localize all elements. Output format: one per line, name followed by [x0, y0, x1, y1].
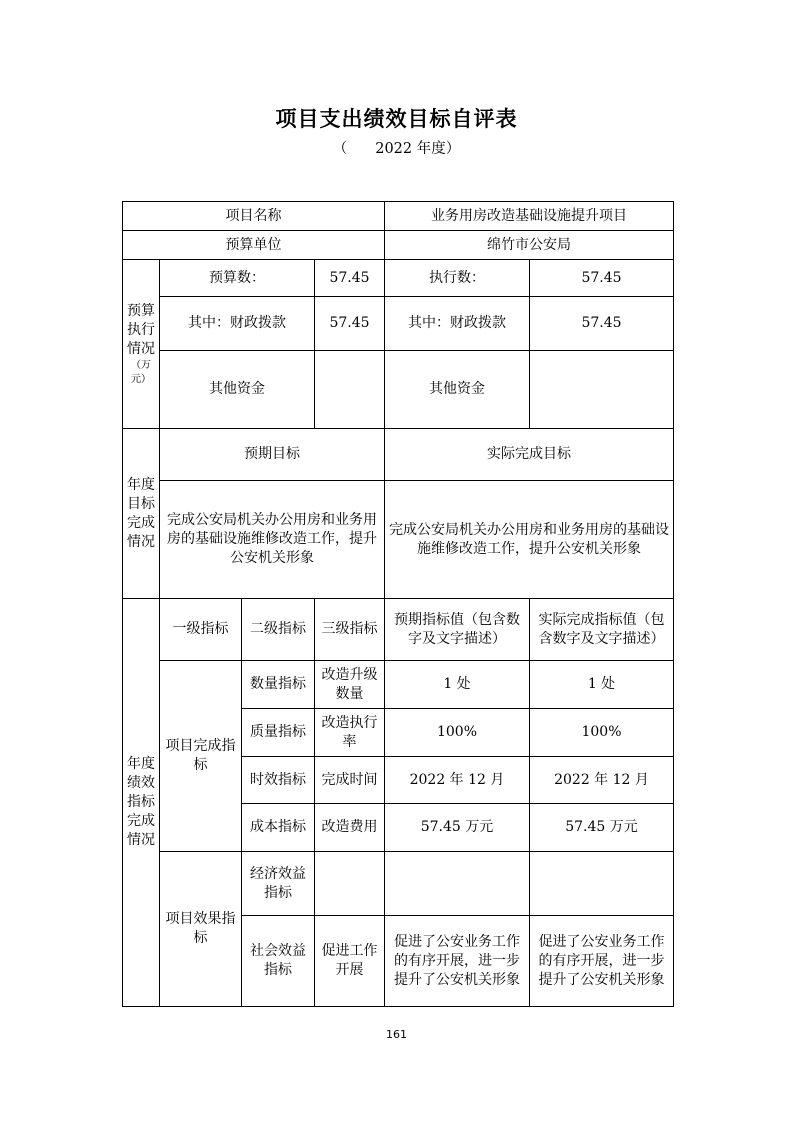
fiscal-allocation-label: 其中：财政拨款	[160, 297, 315, 351]
table-row	[123, 852, 674, 916]
expected-cell: 促进了公安业务工作的有序开展，进一步提升了公安机关形象	[385, 916, 530, 1007]
project-name-value: 业务用房改造基础设施提升项目	[385, 202, 674, 231]
header-expected: 预期指标值（包含数字及文字描述）	[385, 599, 530, 661]
actual-cell	[530, 852, 674, 916]
self-evaluation-table	[122, 201, 674, 1007]
level2-cell: 时效指标	[242, 757, 315, 804]
level2-cell: 经济效益指标	[242, 852, 315, 916]
level2-cell: 数量指标	[242, 661, 315, 709]
budget-section-label	[123, 260, 160, 429]
budget-unit-label: 预算单位	[123, 231, 385, 260]
page-number: 161	[386, 1028, 407, 1041]
level3-cell: 改造费用	[315, 804, 385, 852]
budget-section-text: 预算执行情况	[127, 302, 155, 357]
actual-cell: 57.45 万元	[530, 804, 674, 852]
document-subtitle	[0, 137, 793, 158]
level2-cell: 质量指标	[242, 709, 315, 757]
expected-cell	[385, 852, 530, 916]
row-other-funds	[123, 351, 674, 429]
group-completion-label: 项目完成指标	[160, 661, 242, 852]
actual-goal-label: 实际完成目标	[385, 429, 674, 481]
budget-unit-value: 绵竹市公安局	[385, 231, 674, 260]
exec-amount-label: 执行数：	[385, 260, 530, 297]
expected-cell: 1 处	[385, 661, 530, 709]
row-indicator-headers	[123, 599, 674, 661]
expected-cell: 100%	[385, 709, 530, 757]
header-level3: 三级指标	[315, 599, 385, 661]
header-level1: 一级指标	[160, 599, 242, 661]
actual-cell: 100%	[530, 709, 674, 757]
level2-cell: 社会效益指标	[242, 916, 315, 1007]
group-effect-label: 项目效果指标	[160, 852, 242, 1007]
expected-cell: 2022 年 12 月	[385, 757, 530, 804]
row-goal-texts	[123, 481, 674, 599]
budget-section-unit: （万元）	[131, 359, 151, 385]
other-funds-exec-label: 其他资金	[385, 351, 530, 429]
expected-goal-text: 完成公安局机关办公用房和业务用房的基础设施维修改造工作，提升公安机关形象	[160, 481, 385, 599]
row-project-name	[123, 202, 674, 231]
other-funds-label: 其他资金	[160, 351, 315, 429]
expected-goal-label: 预期目标	[160, 429, 385, 481]
subtitle-year: 2022 年度）	[375, 141, 461, 157]
row-goal-headers	[123, 429, 674, 481]
fiscal-allocation-exec-value: 57.45	[530, 297, 674, 351]
level3-cell: 改造执行率	[315, 709, 385, 757]
other-funds-exec-value	[530, 351, 674, 429]
header-actual: 实际完成指标值（包含数字及文字描述）	[530, 599, 674, 661]
table-row	[123, 661, 674, 709]
exec-amount-value: 57.45	[530, 260, 674, 297]
actual-goal-text: 完成公安局机关办公用房和业务用房的基础设施维修改造工作，提升公安机关形象	[385, 481, 674, 599]
project-name-label: 项目名称	[123, 202, 385, 231]
subtitle-open-paren: （	[332, 141, 348, 157]
level3-cell	[315, 852, 385, 916]
fiscal-allocation-value: 57.45	[315, 297, 385, 351]
actual-cell: 2022 年 12 月	[530, 757, 674, 804]
row-budget-unit	[123, 231, 674, 260]
expected-cell: 57.45 万元	[385, 804, 530, 852]
row-fiscal-allocation	[123, 297, 674, 351]
header-level2: 二级指标	[242, 599, 315, 661]
document-title: 项目支出绩效目标自评表	[275, 107, 518, 131]
budget-amount-label: 预算数：	[160, 260, 315, 297]
actual-cell: 1 处	[530, 661, 674, 709]
level2-cell: 成本指标	[242, 804, 315, 852]
fiscal-allocation-exec-label: 其中：财政拨款	[385, 297, 530, 351]
budget-amount-value: 57.45	[315, 260, 385, 297]
annual-goal-section-label: 年度目标完成情况	[123, 429, 160, 599]
row-budget-totals	[123, 260, 674, 297]
level3-cell: 促进工作开展	[315, 916, 385, 1007]
other-funds-value	[315, 351, 385, 429]
level3-cell: 改造升级数量	[315, 661, 385, 709]
indicators-section-label: 年度绩效指标完成情况	[123, 599, 160, 1007]
level3-cell: 完成时间	[315, 757, 385, 804]
actual-cell: 促进了公安业务工作的有序开展，进一步提升了公安机关形象	[530, 916, 674, 1007]
